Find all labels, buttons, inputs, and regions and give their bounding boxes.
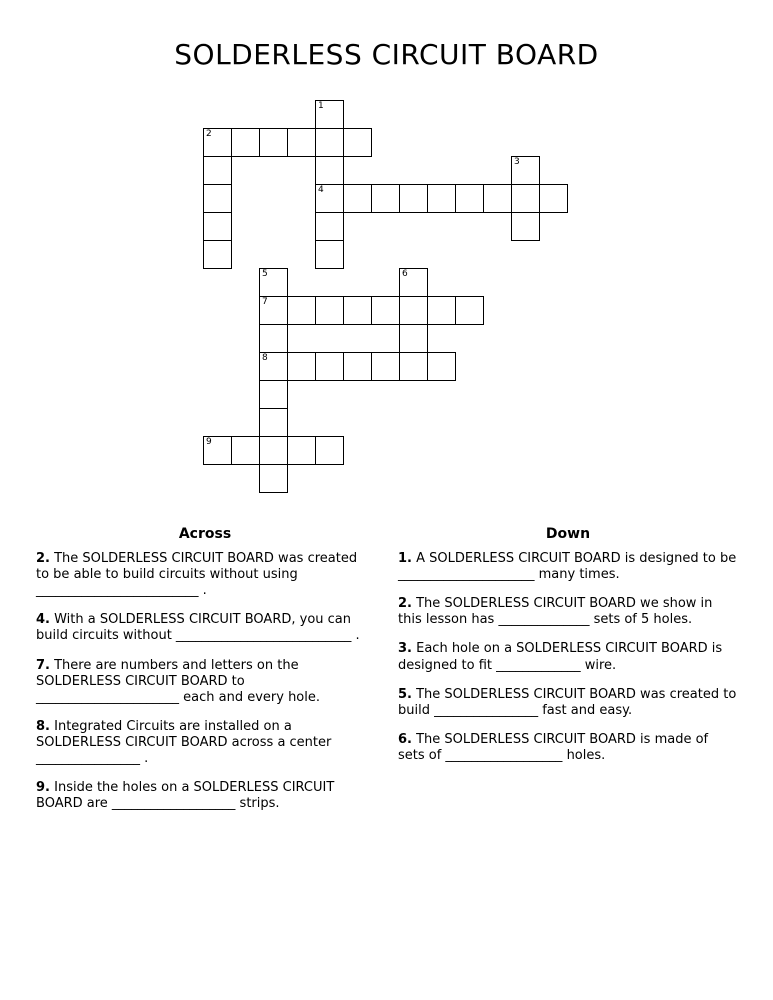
across-section	[36, 526, 374, 825]
grid-cell[interactable]	[371, 296, 400, 325]
grid-cell[interactable]	[287, 436, 316, 465]
grid-cell[interactable]	[231, 128, 260, 157]
clue-item	[36, 719, 374, 767]
grid-cell[interactable]	[203, 156, 232, 185]
grid-cell[interactable]	[259, 268, 288, 297]
clue-text: A SOLDERLESS CIRCUIT BOARD is designed to be _____________________ many times.	[398, 551, 737, 583]
clue-text: The SOLDERLESS CIRCUIT BOARD we show in this lesson has ______________ sets of 5 holes.	[398, 596, 713, 628]
clue-item	[398, 641, 738, 673]
clue-item	[36, 612, 374, 644]
cell-number: 8	[262, 353, 268, 363]
grid-cell[interactable]	[343, 128, 372, 157]
clue-text: With a SOLDERLESS CIRCUIT BOARD, you can build circuits without ___________________________ .	[36, 612, 360, 644]
grid-cell[interactable]	[315, 296, 344, 325]
grid-cell[interactable]	[259, 128, 288, 157]
across-clue-list	[36, 551, 374, 812]
grid-cell[interactable]	[287, 296, 316, 325]
grid-cell[interactable]	[259, 408, 288, 437]
clue-number: 5.	[398, 686, 412, 702]
grid-cell[interactable]	[315, 240, 344, 269]
grid-cell[interactable]	[427, 352, 456, 381]
cell-number: 1	[318, 101, 324, 111]
clue-number: 8.	[36, 718, 50, 734]
grid-cell[interactable]	[427, 184, 456, 213]
down-clue-list	[398, 551, 738, 764]
grid-cell[interactable]	[259, 352, 288, 381]
grid-cell[interactable]	[315, 436, 344, 465]
cell-number: 2	[206, 129, 212, 139]
down-section	[398, 526, 738, 825]
clue-item	[36, 658, 374, 706]
grid-cell[interactable]	[371, 184, 400, 213]
clue-text: There are numbers and letters on the SOLDERLESS CIRCUIT BOARD to ______________________ each and every hole.	[36, 657, 321, 705]
grid-cell[interactable]	[343, 184, 372, 213]
across-header: Across	[178, 526, 232, 542]
clue-item	[398, 732, 738, 764]
clue-number: 4.	[36, 612, 50, 628]
grid-cell[interactable]	[315, 156, 344, 185]
clue-text: The SOLDERLESS CIRCUIT BOARD was created to be able to build circuits without using _________________________ .	[36, 551, 358, 599]
clue-number: 6.	[398, 731, 412, 747]
clue-item	[398, 596, 738, 628]
grid-cell[interactable]	[231, 436, 260, 465]
grid-cell[interactable]	[203, 184, 232, 213]
clue-text: Each hole on a SOLDERLESS CIRCUIT BOARD is designed to fit _____________ wire.	[398, 641, 723, 673]
grid-cell[interactable]	[399, 324, 428, 353]
grid-cell[interactable]	[371, 352, 400, 381]
cell-number: 4	[318, 185, 324, 195]
grid-cell[interactable]	[203, 212, 232, 241]
grid-cell[interactable]	[259, 436, 288, 465]
clue-item	[36, 551, 374, 599]
clue-number: 2.	[398, 596, 412, 612]
grid-cell[interactable]	[511, 212, 540, 241]
clue-item	[36, 780, 374, 812]
clue-item	[398, 551, 738, 583]
clues-section	[36, 526, 738, 825]
grid-cell[interactable]	[399, 352, 428, 381]
grid-cell[interactable]	[315, 352, 344, 381]
cell-number: 6	[402, 269, 408, 279]
grid-cell[interactable]	[455, 184, 484, 213]
grid-cell[interactable]	[483, 184, 512, 213]
grid-cell[interactable]	[315, 212, 344, 241]
grid-cell[interactable]	[539, 184, 568, 213]
grid-cell[interactable]	[203, 436, 232, 465]
grid-cell[interactable]	[427, 296, 456, 325]
cell-number: 5	[262, 269, 268, 279]
grid-cell[interactable]	[511, 184, 540, 213]
grid-cell[interactable]	[315, 100, 344, 129]
grid-cell[interactable]	[315, 128, 344, 157]
clue-text: The SOLDERLESS CIRCUIT BOARD is made of sets of __________________ holes.	[398, 731, 709, 763]
grid-cell[interactable]	[399, 296, 428, 325]
grid-cell[interactable]	[259, 464, 288, 493]
grid-cell[interactable]	[203, 240, 232, 269]
clue-text: Integrated Circuits are installed on a SOLDERLESS CIRCUIT BOARD across a center ________________ .	[36, 718, 332, 767]
clue-text: Inside the holes on a SOLDERLESS CIRCUIT BOARD are ___________________ strips.	[36, 780, 335, 812]
grid-cell[interactable]	[287, 128, 316, 157]
grid-cell[interactable]	[203, 128, 232, 157]
grid-cell[interactable]	[399, 268, 428, 297]
grid-cell[interactable]	[343, 296, 372, 325]
grid-cell[interactable]	[259, 296, 288, 325]
grid-cell[interactable]	[343, 352, 372, 381]
grid-cell[interactable]	[455, 296, 484, 325]
grid-cell[interactable]	[287, 352, 316, 381]
grid-cell[interactable]	[259, 380, 288, 409]
grid-cell[interactable]	[315, 184, 344, 213]
clue-item	[398, 687, 738, 719]
clue-number: 2.	[36, 551, 50, 566]
page-title: SOLDERLESS CIRCUIT BOARD	[174, 38, 599, 71]
cell-number: 3	[514, 157, 520, 167]
cell-number: 9	[206, 437, 212, 447]
grid-cell[interactable]	[259, 324, 288, 353]
cell-number: 7	[262, 297, 268, 307]
clue-number: 3.	[398, 641, 412, 657]
grid-cell[interactable]	[399, 184, 428, 213]
clue-number: 7.	[36, 657, 50, 673]
clue-number: 9.	[36, 780, 50, 796]
crossword-grid	[203, 100, 573, 500]
clue-number: 1.	[398, 551, 412, 566]
down-header: Down	[545, 526, 591, 542]
grid-cell[interactable]	[511, 156, 540, 185]
clue-text: The SOLDERLESS CIRCUIT BOARD was created to build ________________ fast and easy.	[398, 686, 737, 718]
